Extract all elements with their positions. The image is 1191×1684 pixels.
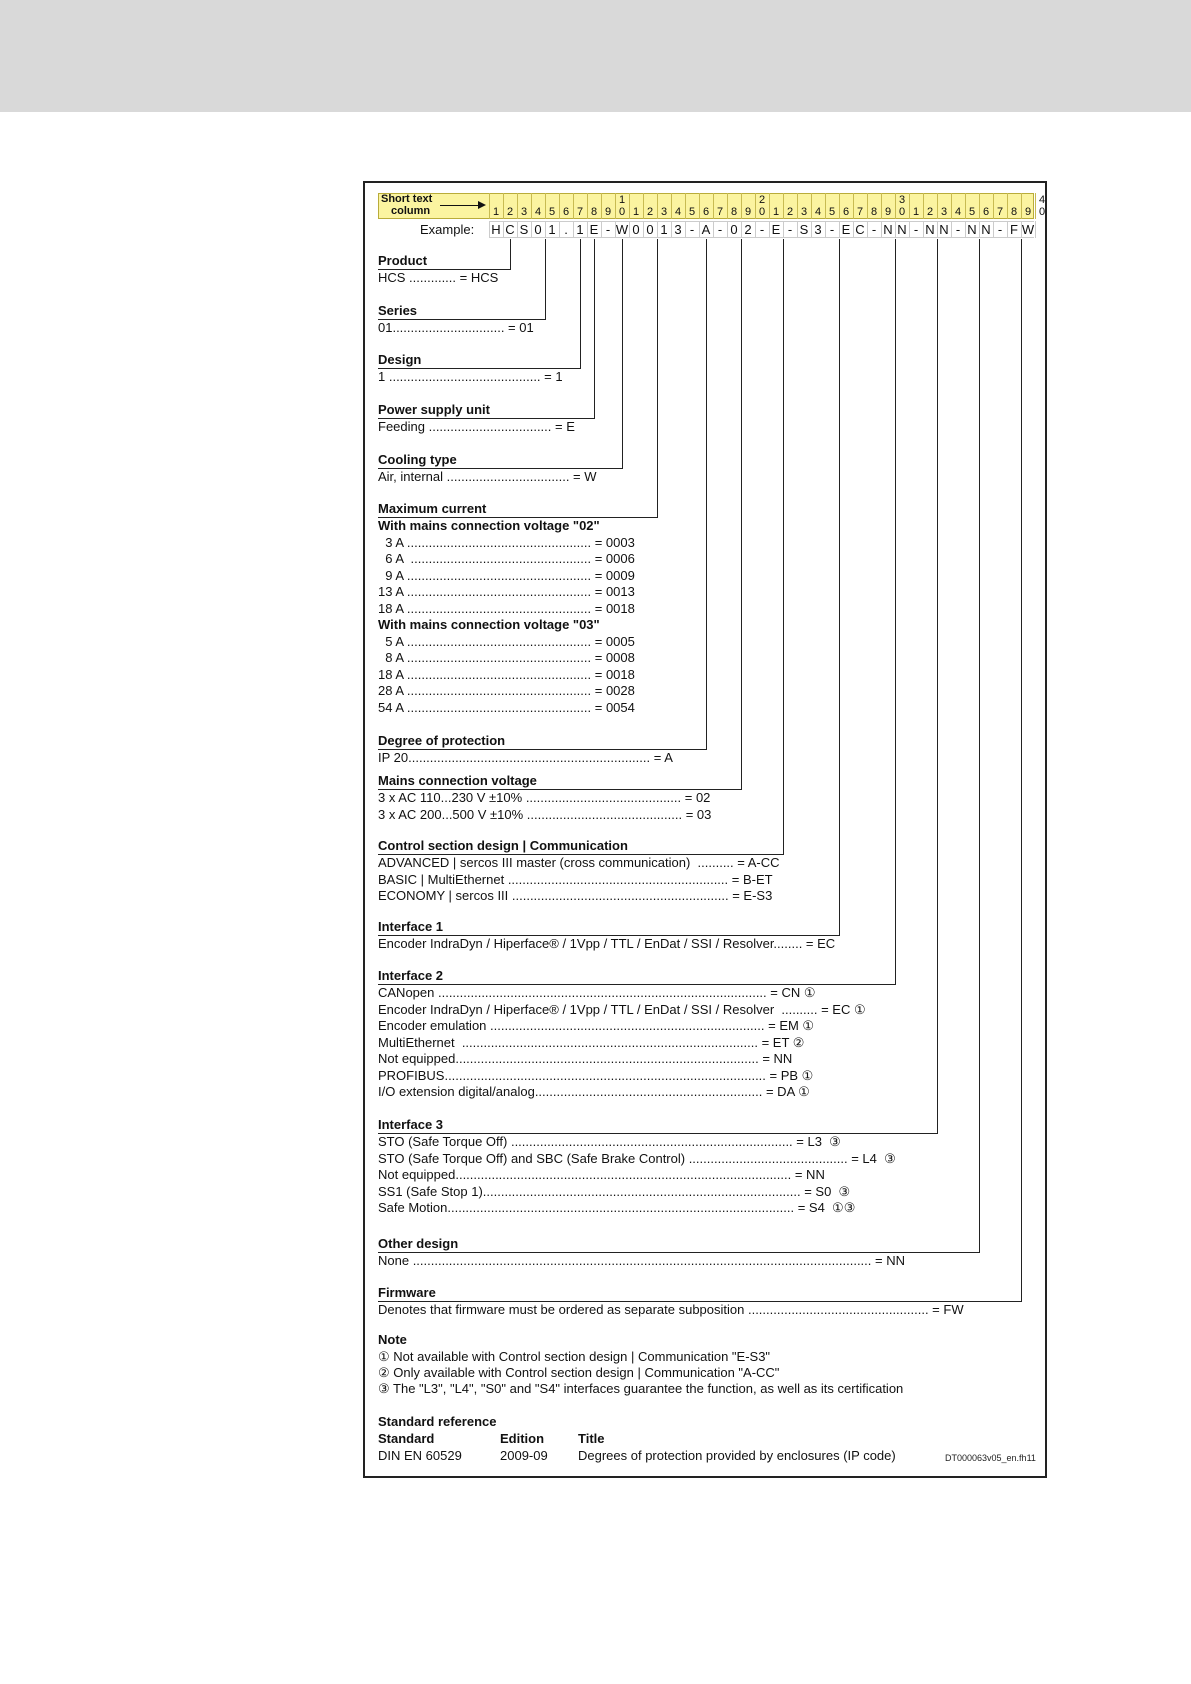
example-code-divider	[783, 221, 784, 238]
example-code-char: -	[871, 222, 877, 237]
column-number: 7	[716, 206, 724, 218]
section-row: 6 A .................................................. = 0006	[378, 551, 635, 566]
example-code-char: 2	[744, 222, 752, 237]
section-row: I/O extension digital/analog............................................................... = DA ①	[378, 1084, 810, 1099]
column-number: 3	[940, 206, 948, 218]
column-number: 4	[534, 206, 542, 218]
section-row: 1 .......................................... = 1	[378, 369, 563, 384]
example-code-divider	[741, 221, 742, 238]
connector-line	[783, 239, 784, 854]
example-code-char: 1	[660, 222, 668, 237]
column-divider	[671, 193, 672, 219]
section-row: None ............................................................................................................................... = NN	[378, 1253, 905, 1268]
column-number: 4	[814, 206, 822, 218]
column-number: 5	[828, 206, 836, 218]
column-number: 4	[674, 206, 682, 218]
section-title: Series	[378, 303, 418, 318]
section-row: Not equipped............................................................................................. = NN	[378, 1167, 825, 1182]
column-divider	[783, 193, 784, 219]
example-code-char: -	[787, 222, 793, 237]
column-number: 7	[576, 206, 584, 218]
column-number: 3	[660, 206, 668, 218]
section-title: Interface 2	[378, 968, 444, 983]
example-code-divider	[489, 221, 490, 238]
example-code-divider	[727, 221, 728, 238]
section-title: Power supply unit	[378, 402, 490, 417]
column-number: 0	[758, 206, 766, 218]
section-row: 18 A ................................................... = 0018	[378, 600, 635, 616]
example-code-char: 0	[730, 222, 738, 237]
connector-line	[510, 239, 511, 269]
example-code-char: -	[605, 222, 611, 237]
column-divider	[587, 193, 588, 219]
example-code-divider	[629, 221, 630, 238]
example-code-char: 1	[548, 222, 556, 237]
example-code-divider	[839, 221, 840, 238]
standard-reference-title: Standard reference	[378, 1414, 497, 1429]
edition-value: 2009-09	[500, 1448, 548, 1463]
example-code-char: N	[925, 222, 935, 237]
section-row: 28 A ................................................... = 0028	[378, 683, 635, 698]
note-row: ① Not available with Control section design | Communication "E-S3"	[378, 1349, 771, 1364]
column-number: 1	[492, 206, 500, 218]
section-row: Encoder emulation ............................................................................ = EM ①	[378, 1018, 815, 1033]
example-code-divider	[979, 221, 980, 238]
example-code-char: -	[955, 222, 961, 237]
example-code-char: N	[967, 222, 977, 237]
example-code-char: N	[897, 222, 907, 237]
section-row: Encoder IndraDyn / Hiperface® / 1Vpp / TTL / EnDat / SSI / Resolver........ = EC	[378, 936, 836, 951]
column-divider	[699, 193, 700, 219]
section-row: HCS ............. = HCS	[378, 270, 499, 285]
example-code-char: C	[855, 222, 865, 237]
section-row: 5 A ................................................... = 0005	[378, 633, 635, 649]
example-code-char: 0	[534, 222, 542, 237]
column-number: 6	[562, 206, 570, 218]
example-code-divider	[1021, 221, 1022, 238]
note-title: Note	[378, 1332, 407, 1347]
column-number: 9	[1024, 206, 1032, 218]
example-code-divider	[1035, 221, 1036, 238]
column-divider	[881, 193, 882, 219]
connector-line	[839, 239, 840, 935]
section-row: IP 20................................................................... = A	[378, 750, 673, 765]
drawing-reference-id: DT000063v05_en.fh11	[945, 1453, 1036, 1463]
column-number: 4	[954, 206, 962, 218]
example-code-char: 3	[674, 222, 682, 237]
standard-value: DIN EN 60529	[378, 1448, 462, 1463]
column-divider	[769, 193, 770, 219]
column-divider	[559, 193, 560, 219]
example-code-char: A	[701, 222, 711, 237]
example-code-char: -	[997, 222, 1003, 237]
column-tens-number: 2	[758, 194, 766, 206]
column-tens-number: 4	[1038, 194, 1046, 206]
column-number: 7	[856, 206, 864, 218]
example-label: Example:	[420, 222, 475, 237]
column-divider	[531, 193, 532, 219]
section-row: 01............................... = 01	[378, 320, 534, 335]
column-divider	[923, 193, 924, 219]
column-divider	[657, 193, 658, 219]
column-number: 9	[604, 206, 612, 218]
example-code-divider	[993, 221, 994, 238]
column-divider	[727, 193, 728, 219]
example-code-char: E	[771, 222, 781, 237]
arrow-right-icon	[440, 205, 484, 206]
section-row: 54 A ................................................... = 0054	[378, 699, 635, 715]
example-code-divider	[937, 221, 938, 238]
section-subtitle: With mains connection voltage "02"	[378, 518, 600, 533]
note-row: ③ The "L3", "L4", "S0" and "S4" interfaces guarantee the function, as well as its certification	[378, 1381, 904, 1396]
section-row: 13 A ................................................... = 0013	[378, 584, 635, 599]
section-row: SS1 (Safe Stop 1)........................................................................................ = S0 ③	[378, 1183, 851, 1199]
example-code-char: F	[1010, 222, 1018, 237]
column-number: 6	[842, 206, 850, 218]
column-divider	[1021, 193, 1022, 219]
example-code-divider	[1007, 221, 1008, 238]
connector-line	[979, 239, 980, 1252]
connector-line	[706, 239, 707, 749]
column-number: 7	[996, 206, 1004, 218]
example-code-divider	[531, 221, 532, 238]
section-title: Design	[378, 352, 422, 367]
column-number: 0	[898, 206, 906, 218]
example-code-char: 3	[814, 222, 822, 237]
column-divider	[825, 193, 826, 219]
column-number: 8	[590, 206, 598, 218]
example-code-char: 0	[646, 222, 654, 237]
section-row: Encoder IndraDyn / Hiperface® / 1Vpp / TTL / EnDat / SSI / Resolver .......... = EC ①	[378, 1001, 866, 1017]
example-code-divider	[517, 221, 518, 238]
example-code-divider	[951, 221, 952, 238]
section-row: ECONOMY | sercos III ............................................................ = E-S3	[378, 888, 773, 903]
connector-line	[895, 239, 896, 984]
title-column-header: Title	[578, 1431, 605, 1446]
column-divider	[489, 193, 490, 219]
column-divider	[741, 193, 742, 219]
column-number: 1	[912, 206, 920, 218]
example-code-char: H	[491, 222, 501, 237]
example-code-char: S	[799, 222, 809, 237]
title-value: Degrees of protection provided by enclosures (IP code)	[578, 1448, 896, 1463]
column-divider	[965, 193, 966, 219]
column-divider	[629, 193, 630, 219]
column-number: 9	[744, 206, 752, 218]
section-title: Firmware	[378, 1285, 436, 1300]
example-code-divider	[545, 221, 546, 238]
connector-line	[657, 239, 658, 517]
section-title: Degree of protection	[378, 733, 506, 748]
example-code-char: .	[564, 222, 568, 237]
column-number: 5	[688, 206, 696, 218]
example-code-char: S	[519, 222, 529, 237]
edition-column-header: Edition	[500, 1431, 545, 1446]
column-tens-number: 1	[618, 194, 626, 206]
column-number: 1	[772, 206, 780, 218]
column-number: 9	[884, 206, 892, 218]
section-row: BASIC | MultiEthernet ............................................................. = B-ET	[378, 871, 773, 887]
column-number: 2	[506, 206, 514, 218]
example-code-divider	[573, 221, 574, 238]
example-code-char: -	[829, 222, 835, 237]
page-header-band	[0, 0, 1191, 112]
section-title: Other design	[378, 1236, 459, 1251]
example-code-char: -	[759, 222, 765, 237]
example-code-divider	[755, 221, 756, 238]
example-code-divider	[769, 221, 770, 238]
column-number: 0	[618, 206, 626, 218]
example-code-divider	[685, 221, 686, 238]
example-code-char: -	[689, 222, 695, 237]
example-code-divider	[559, 221, 560, 238]
section-row: 18 A ................................................... = 0018	[378, 666, 635, 682]
example-code-char: N	[883, 222, 893, 237]
example-code-char: N	[981, 222, 991, 237]
example-code-divider	[895, 221, 896, 238]
example-code-divider	[825, 221, 826, 238]
example-code-divider	[503, 221, 504, 238]
section-row: Safe Motion................................................................................................ = S4 ①③	[378, 1200, 856, 1215]
column-divider	[839, 193, 840, 219]
example-code-divider	[909, 221, 910, 238]
column-number: 8	[870, 206, 878, 218]
example-code-divider	[867, 221, 868, 238]
section-row: 9 A ................................................... = 0009	[378, 567, 635, 583]
section-title: Interface 3	[378, 1117, 444, 1132]
section-row: 3 A ................................................... = 0003	[378, 534, 635, 550]
column-number: 8	[1010, 206, 1018, 218]
section-row: STO (Safe Torque Off) .............................................................................. = L3 ③	[378, 1134, 841, 1149]
example-code-char: 1	[576, 222, 584, 237]
connector-line	[545, 239, 546, 319]
example-code-char: W	[615, 222, 629, 237]
column-number: 6	[982, 206, 990, 218]
column-tens-number: 3	[898, 194, 906, 206]
example-code-divider	[811, 221, 812, 238]
example-code-divider	[699, 221, 700, 238]
section-row: ADVANCED | sercos III master (cross communication) .......... = A-CC	[378, 855, 780, 870]
column-divider	[797, 193, 798, 219]
column-number: 5	[548, 206, 556, 218]
standard-column-header: Standard	[378, 1431, 435, 1446]
example-code-char: -	[717, 222, 723, 237]
example-code-divider	[923, 221, 924, 238]
column-divider	[545, 193, 546, 219]
connector-line	[622, 239, 623, 468]
note-row: ② Only available with Control section design | Communication "A-CC"	[378, 1365, 780, 1380]
column-divider	[951, 193, 952, 219]
column-divider	[685, 193, 686, 219]
example-code-divider	[601, 221, 602, 238]
example-code-divider	[657, 221, 658, 238]
example-code-divider	[643, 221, 644, 238]
example-code-divider	[853, 221, 854, 238]
column-number: 5	[968, 206, 976, 218]
example-code-char: -	[913, 222, 919, 237]
column-divider	[503, 193, 504, 219]
column-divider	[643, 193, 644, 219]
example-code-char: N	[939, 222, 949, 237]
column-divider	[573, 193, 574, 219]
section-subtitle: With mains connection voltage "03"	[378, 617, 600, 632]
section-row: Denotes that firmware must be ordered as separate subposition .................................................. = FW	[378, 1302, 964, 1317]
example-code-divider	[881, 221, 882, 238]
connector-line	[741, 239, 742, 789]
section-row: Air, internal .................................. = W	[378, 469, 597, 484]
example-code-divider	[965, 221, 966, 238]
section-row: 8 A ................................................... = 0008	[378, 650, 635, 665]
column-divider	[937, 193, 938, 219]
section-title: Control section design | Communication	[378, 838, 628, 853]
connector-line	[594, 239, 595, 418]
section-title: Product	[378, 253, 428, 268]
column-number: 3	[520, 206, 528, 218]
section-row: Feeding .................................. = E	[378, 419, 575, 434]
example-code-divider	[797, 221, 798, 238]
section-title: Cooling type	[378, 452, 457, 467]
section-row: 3 x AC 200...500 V ±10% ........................................... = 03	[378, 806, 712, 822]
example-code-divider	[713, 221, 714, 238]
column-divider	[1007, 193, 1008, 219]
column-number: 0	[1038, 206, 1046, 218]
column-number: 2	[926, 206, 934, 218]
example-code-char: E	[841, 222, 851, 237]
column-divider	[517, 193, 518, 219]
section-title: Maximum current	[378, 501, 487, 516]
column-number: 1	[632, 206, 640, 218]
connector-line	[1021, 239, 1022, 1301]
connector-line	[580, 239, 581, 368]
column-number: 6	[702, 206, 710, 218]
column-number: 3	[800, 206, 808, 218]
example-code-char: C	[505, 222, 515, 237]
column-divider	[811, 193, 812, 219]
section-title: Interface 1	[378, 919, 444, 934]
column-divider	[853, 193, 854, 219]
section-row: 3 x AC 110...230 V ±10% ........................................... = 02	[378, 790, 711, 805]
column-divider	[713, 193, 714, 219]
section-row: Not equipped.................................................................................... = NN	[378, 1051, 793, 1066]
short-text-column-label: Short text column	[381, 193, 433, 217]
section-row: STO (Safe Torque Off) and SBC (Safe Brake Control) ............................................ = L4 ③	[378, 1150, 896, 1166]
column-divider	[601, 193, 602, 219]
example-code-char: W	[1021, 222, 1035, 237]
example-code-divider	[671, 221, 672, 238]
column-number: 2	[646, 206, 654, 218]
section-row: CANopen ........................................................................................... = CN ①	[378, 985, 816, 1000]
column-divider	[909, 193, 910, 219]
connector-line	[937, 239, 938, 1133]
section-title: Mains connection voltage	[378, 773, 537, 788]
example-code-char: E	[589, 222, 599, 237]
column-divider	[867, 193, 868, 219]
example-code-divider	[587, 221, 588, 238]
column-divider	[979, 193, 980, 219]
column-number: 2	[786, 206, 794, 218]
column-divider	[993, 193, 994, 219]
column-number: 8	[730, 206, 738, 218]
section-row: MultiEthernet .................................................................................. = ET ②	[378, 1034, 805, 1050]
example-code-divider	[615, 221, 616, 238]
example-code-char: 0	[632, 222, 640, 237]
section-row: PROFIBUS......................................................................................... = PB ①	[378, 1067, 814, 1083]
